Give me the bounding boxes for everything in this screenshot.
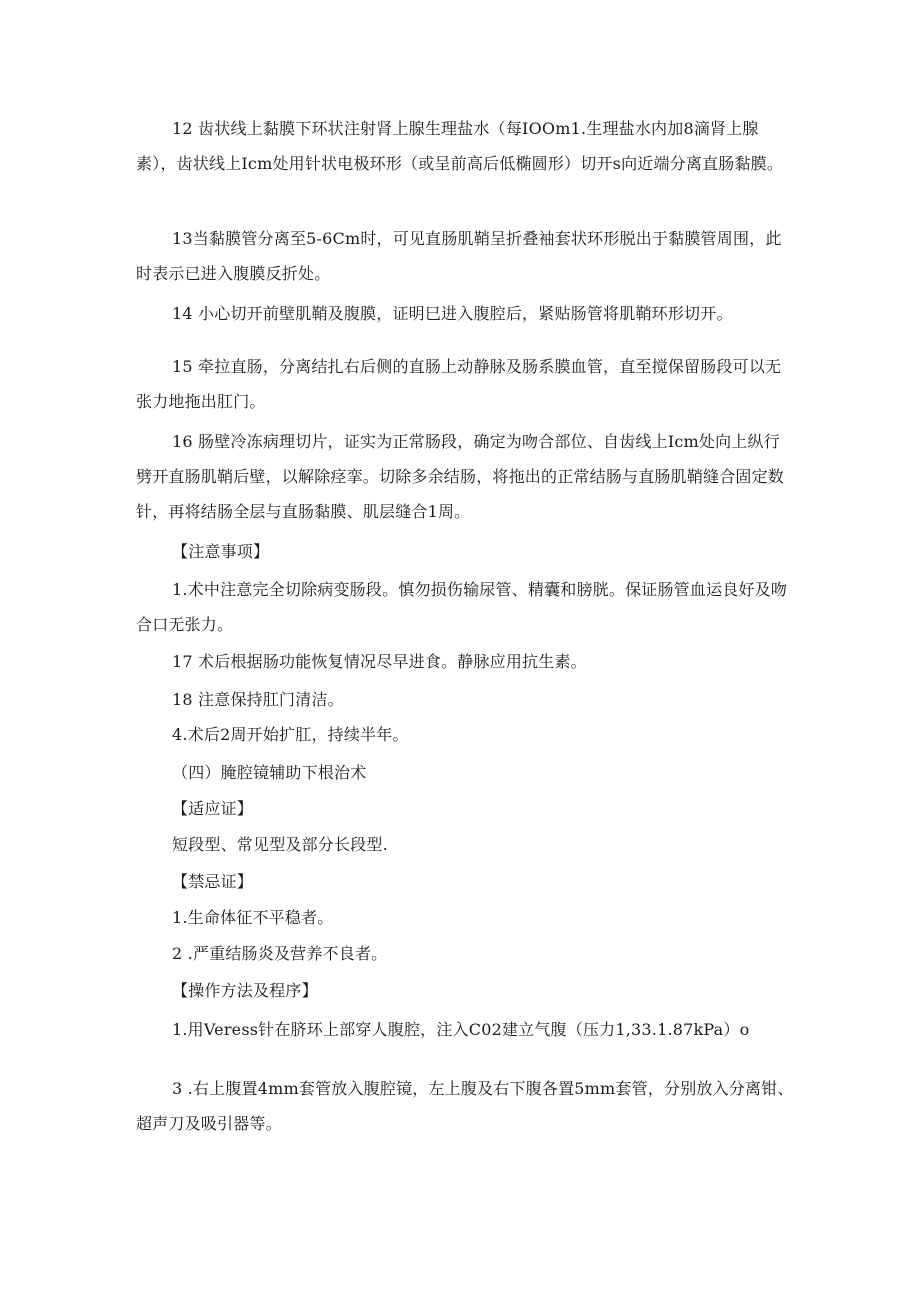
paragraph-contraindication-1: 1.生命体征不平稳者。	[172, 908, 334, 927]
section-title-laparoscopic: （四）腌腔镜辅助下根治术	[172, 763, 367, 782]
heading-contraindications: 【禁忌证】	[172, 872, 254, 891]
paragraph-step-15: 15 牵拉直肠，分离结扎右后侧的直肠上动静脉及肠系膜血管，直至搅保留肠段可以无张力地拖出肛门。	[136, 357, 782, 411]
paragraph-precaution-4: 4.术后2周开始扩肛，持续半年。	[172, 725, 409, 744]
heading-precautions: 【注意事项】	[172, 542, 270, 561]
paragraph-step-14: 14 小心切开前壁肌鞘及腹膜，证明巳进入腹腔后，紧贴肠管将肌鞘环形切开。	[172, 304, 733, 323]
paragraph-precaution-1: 1.术中注意完全切除病变肠段。慎勿损伤输尿管、精囊和膀胱。保证肠管血运良好及吻合口无张力。	[136, 580, 788, 634]
paragraph-step-16: 16 肠壁冷冻病理切片，证实为正常肠段，确定为吻合部位、自齿线上Icm处向上纵行劈开直肠肌鞘后壁，以解除痉挛。切除多余结肠，将拖出的正常结肠与直肠肌鞘缝合固定数针，再将结肠全层与直肠黏膜、肌层缝合1周。	[136, 432, 785, 521]
paragraph-procedure-3: 3 .右上腹置4mm套管放入腹腔镜，左上腹及右下腹各置5mm套管，分别放入分离钳、超声刀及吸引器等。	[136, 1079, 794, 1133]
paragraph-step-13: 13当黏膜管分离至5-6Cm时，可见直肠肌鞘呈折叠袖套状环形脱出于黏膜管周围，此时表示已进入腹膜反折处。	[136, 229, 782, 283]
paragraph-step-12: 12 齿状线上黏膜下环状注射肾上腺生理盐水（每IOOm1.生理盐水内加8滴肾上腺素），齿状线上Icm处用针状电极环形（或呈前高后低椭圆形）切开s向近端分离直肠黏膜。	[136, 119, 784, 173]
paragraph-precaution-18: 18 注意保持肛门清洁。	[172, 690, 344, 709]
paragraph-procedure-1: 1.用Veress针在脐环上部穿人腹腔，注入C02建立气腹（压力1,33.1.87kPa）o	[172, 1020, 750, 1039]
paragraph-indications: 短段型、常见型及部分长段型.	[172, 835, 388, 854]
paragraph-precaution-17: 17 术后根据肠功能恢复情况尽早进食。静脉应用抗生素。	[172, 652, 587, 671]
paragraph-contraindication-2: 2 .严重结肠炎及营养不良者。	[172, 944, 388, 963]
heading-indications: 【适应证】	[172, 799, 254, 818]
heading-procedure: 【操作方法及程序】	[172, 981, 318, 1000]
